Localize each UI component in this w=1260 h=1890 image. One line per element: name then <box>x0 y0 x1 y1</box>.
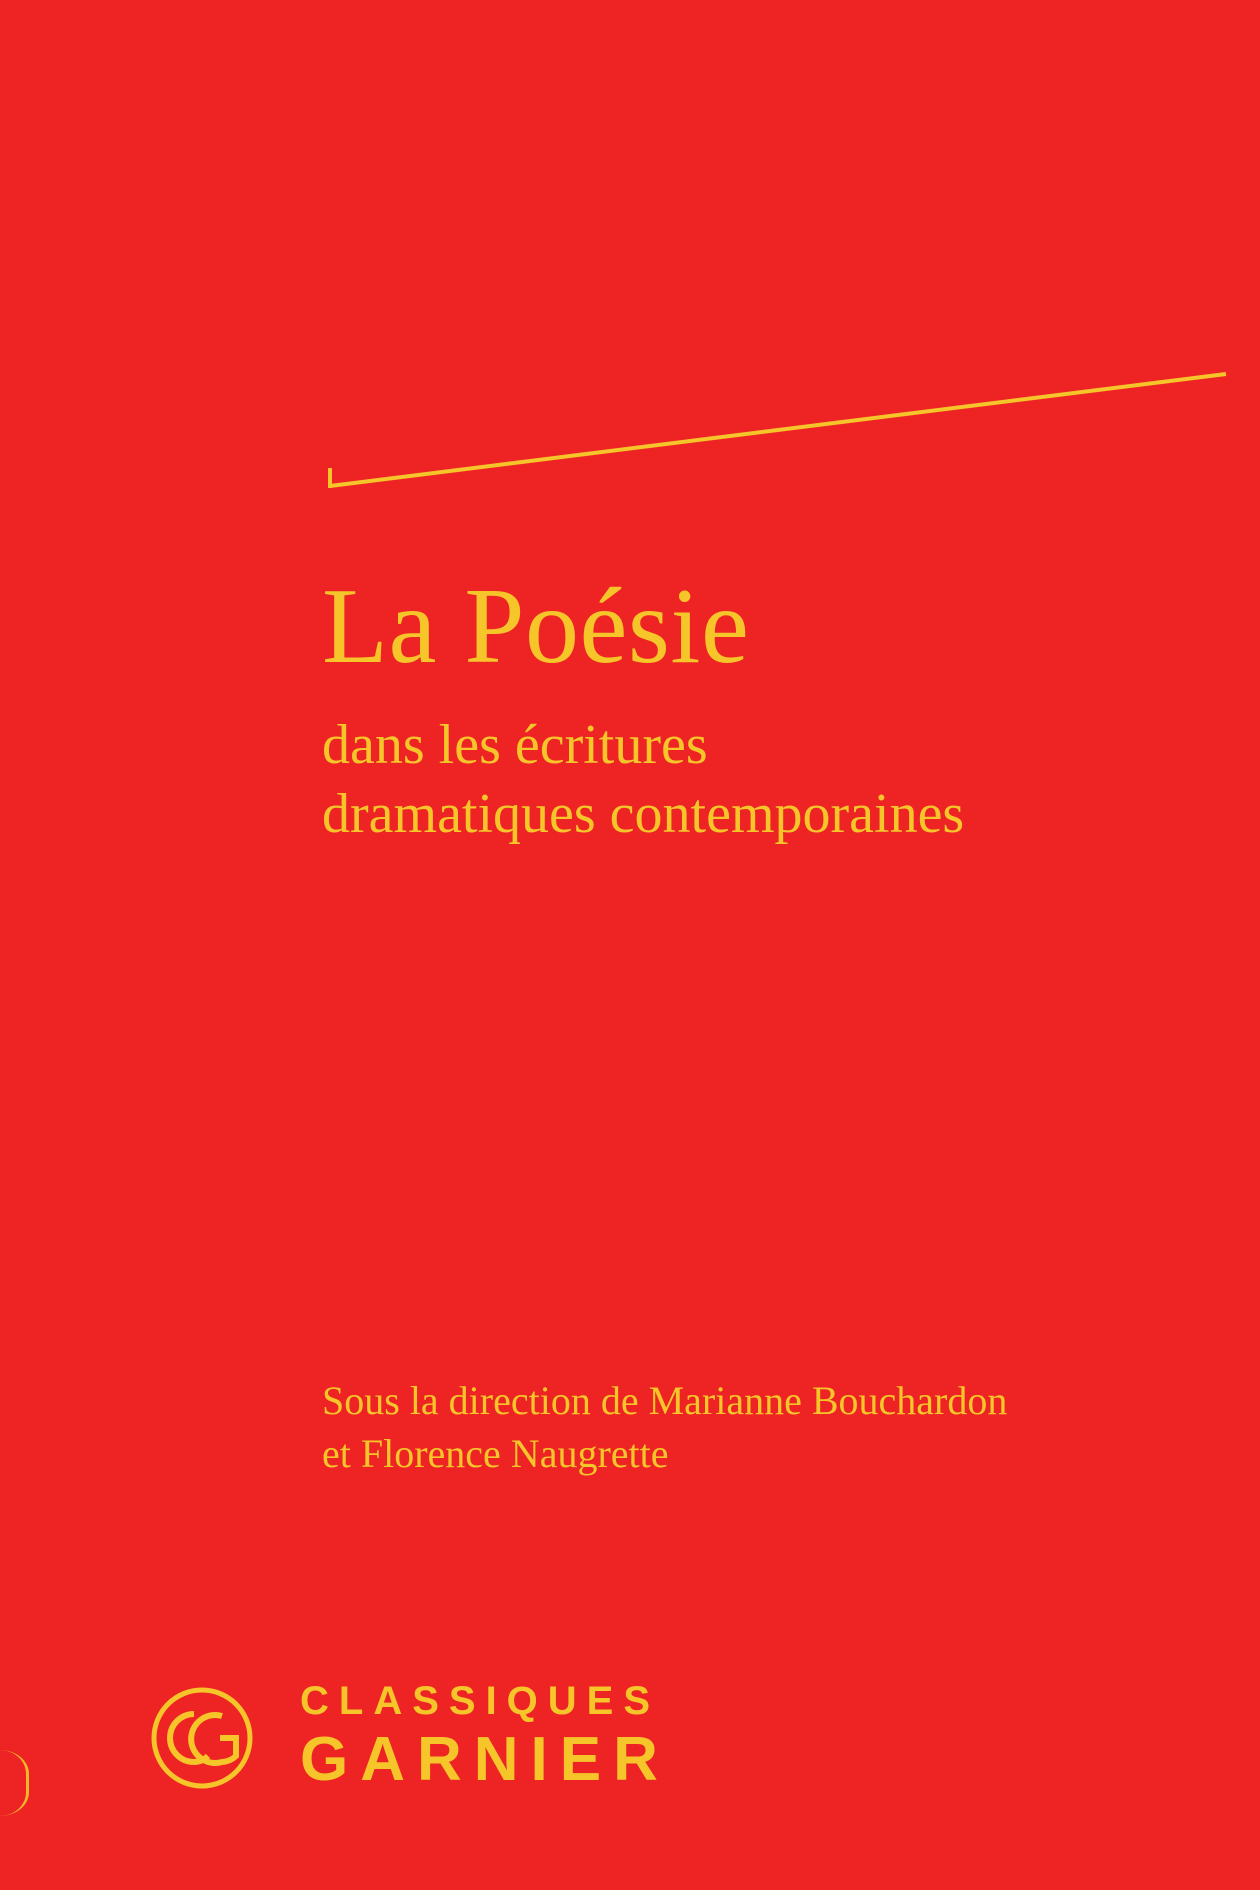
editors-block <box>322 1375 1122 1481</box>
editors-line-2: et Florence Naugrette <box>322 1430 669 1476</box>
garnier-monogram-icon <box>150 1686 254 1790</box>
book-subtitle-line-2: dramatiques contemporaines <box>322 782 965 845</box>
book-title: La Poésie <box>322 567 750 686</box>
editors-line-1: Sous la direction de Marianne Bouchardon <box>322 1378 1008 1423</box>
title-block <box>322 567 1122 848</box>
publisher-wordmark <box>300 1678 670 1795</box>
publisher-block <box>0 1678 1260 1838</box>
diagonal-rule-icon <box>328 372 1228 488</box>
publisher-name-line-2: GARNIER <box>300 1725 670 1795</box>
book-subtitle <box>322 711 1082 848</box>
book-subtitle-line-1: dans les écritures <box>322 714 708 777</box>
publisher-name-line-1: CLASSIQUES <box>300 1679 661 1723</box>
